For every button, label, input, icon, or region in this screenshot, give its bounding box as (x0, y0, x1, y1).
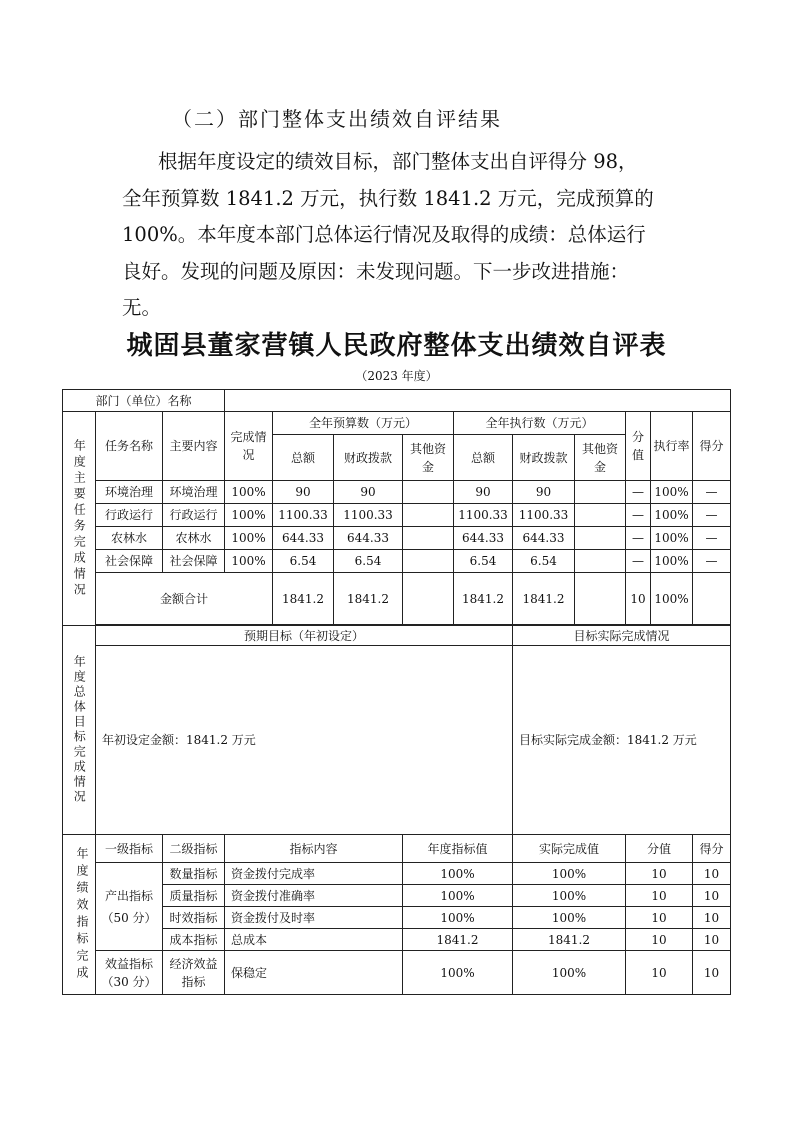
score: — (693, 550, 731, 573)
ind-val: 10 (626, 863, 693, 885)
sum-exec-other (575, 573, 626, 625)
table-row (63, 481, 731, 504)
summary-paragraph (122, 144, 682, 327)
summary-line: 无。 (122, 296, 162, 319)
header-budget-total: 总额 (273, 435, 334, 481)
task-name: 行政运行 (96, 504, 163, 527)
goal-expected-header: 预期目标（年初设定） (96, 626, 513, 646)
exec-rate: 100% (651, 504, 693, 527)
dept-value (225, 390, 731, 412)
ind-target: 100% (403, 907, 513, 929)
ind-header-score: 得分 (693, 835, 731, 863)
task-name: 环境治理 (96, 481, 163, 504)
task-content: 社会保障 (163, 550, 225, 573)
header-budget-other: 其他资金 (403, 435, 454, 481)
section-heading: （二）部门整体支出绩效自评结果 (172, 107, 502, 131)
exec-other (575, 527, 626, 550)
exec-other (575, 504, 626, 527)
exec-fiscal: 90 (513, 481, 575, 504)
indicator-row (63, 951, 731, 995)
ind-header-l2: 二级指标 (163, 835, 225, 863)
header-execution: 全年执行数（万元） (454, 412, 626, 435)
ind-content: 资金拨付准确率 (225, 885, 403, 907)
goal-actual-header: 目标实际完成情况 (513, 626, 731, 646)
header-exec-fiscal: 财政拨款 (513, 435, 575, 481)
ind-target: 100% (403, 885, 513, 907)
ind-score: 10 (693, 907, 731, 929)
ind-target: 100% (403, 951, 513, 995)
header-task-name: 任务名称 (96, 412, 163, 481)
task-name: 社会保障 (96, 550, 163, 573)
sum-score-value: 10 (626, 573, 651, 625)
budget-total: 1100.33 (273, 504, 334, 527)
dept-label: 部门（单位）名称 (63, 390, 225, 412)
exec-total: 90 (454, 481, 513, 504)
table-row (63, 550, 731, 573)
score-value: — (626, 527, 651, 550)
exec-fiscal: 1100.33 (513, 504, 575, 527)
task-done: 100% (225, 481, 273, 504)
score: — (693, 527, 731, 550)
ind-score: 10 (693, 863, 731, 885)
indicator-row (63, 863, 731, 885)
sum-score (693, 573, 731, 625)
ind-target: 100% (403, 863, 513, 885)
exec-total: 1100.33 (454, 504, 513, 527)
exec-fiscal: 644.33 (513, 527, 575, 550)
exec-rate: 100% (651, 481, 693, 504)
header-budget-fiscal: 财政拨款 (334, 435, 403, 481)
ind-actual: 100% (513, 951, 626, 995)
task-done: 100% (225, 527, 273, 550)
ind-val: 10 (626, 907, 693, 929)
ind-score: 10 (693, 885, 731, 907)
ind-val: 10 (626, 951, 693, 995)
score-value: — (626, 504, 651, 527)
exec-other (575, 481, 626, 504)
ind-l2: 数量指标 (163, 863, 225, 885)
header-score-value: 分值 (626, 412, 651, 481)
table-title: 城固县董家营镇人民政府整体支出绩效自评表 (126, 331, 667, 361)
table-row (63, 527, 731, 550)
ind-actual: 1841.2 (513, 929, 626, 951)
ind-l2: 经济效益 指标 (163, 951, 225, 995)
exec-rate: 100% (651, 550, 693, 573)
sum-exec-fiscal: 1841.2 (513, 573, 575, 625)
ind-score: 10 (693, 951, 731, 995)
sum-budget-other (403, 573, 454, 625)
task-done: 100% (225, 550, 273, 573)
budget-other (403, 550, 454, 573)
budget-fiscal: 6.54 (334, 550, 403, 573)
budget-total: 90 (273, 481, 334, 504)
ind-actual: 100% (513, 863, 626, 885)
task-content: 农林水 (163, 527, 225, 550)
benefit-indicator-label: 效益指标 （30 分） (96, 951, 163, 995)
summary-line: 良好。发现的问题及原因：未发现问题。下一步改进措施： (122, 259, 630, 283)
score: — (693, 481, 731, 504)
header-content: 主要内容 (163, 412, 225, 481)
section-indicators-label: 年度绩效指标完成 (63, 835, 96, 995)
sum-budget-total: 1841.2 (273, 573, 334, 625)
ind-actual: 100% (513, 907, 626, 929)
task-done: 100% (225, 504, 273, 527)
sum-budget-fiscal: 1841.2 (334, 573, 403, 625)
ind-header-l1: 一级指标 (96, 835, 163, 863)
score-value: — (626, 481, 651, 504)
indicator-row (63, 929, 731, 951)
budget-other (403, 481, 454, 504)
ind-actual: 100% (513, 885, 626, 907)
ind-header-actual: 实际完成值 (513, 835, 626, 863)
goal-actual: 目标实际完成金额：1841.2 万元 (513, 646, 731, 835)
indicator-row (63, 907, 731, 929)
ind-content: 资金拨付完成率 (225, 863, 403, 885)
ind-content: 资金拨付及时率 (225, 907, 403, 929)
ind-header-target: 年度指标值 (403, 835, 513, 863)
summary-line: 根据年度设定的绩效目标，部门整体支出自评得分 98， (158, 150, 638, 173)
header-exec-total: 总额 (454, 435, 513, 481)
section-goals-label: 年度总体目标完成情况 (63, 626, 96, 835)
ind-content: 保稳定 (225, 951, 403, 995)
score: — (693, 504, 731, 527)
ind-val: 10 (626, 929, 693, 951)
header-score: 得分 (693, 412, 731, 481)
exec-rate: 100% (651, 527, 693, 550)
budget-total: 6.54 (273, 550, 334, 573)
budget-other (403, 504, 454, 527)
exec-other (575, 550, 626, 573)
self-evaluation-table (62, 389, 730, 1005)
sum-label: 金额合计 (96, 573, 273, 625)
table-year: （2023 年度） (355, 369, 438, 383)
budget-fiscal: 644.33 (334, 527, 403, 550)
header-completion: 完成情况 (225, 412, 273, 481)
ind-score: 10 (693, 929, 731, 951)
ind-l2: 质量指标 (163, 885, 225, 907)
header-exec-other: 其他资金 (575, 435, 626, 481)
sum-row (63, 573, 731, 625)
output-indicator-label: 产出指标 （50 分） (96, 863, 163, 951)
sum-exec-total: 1841.2 (454, 573, 513, 625)
ind-l2: 成本指标 (163, 929, 225, 951)
header-budget: 全年预算数（万元） (273, 412, 454, 435)
task-name: 农林水 (96, 527, 163, 550)
header-exec-rate: 执行率 (651, 412, 693, 481)
task-content: 环境治理 (163, 481, 225, 504)
section-tasks-label: 年度主要任务完成情况 (63, 412, 96, 626)
score-value: — (626, 550, 651, 573)
ind-content: 总成本 (225, 929, 403, 951)
ind-l2: 时效指标 (163, 907, 225, 929)
budget-fiscal: 90 (334, 481, 403, 504)
ind-header-content: 指标内容 (225, 835, 403, 863)
ind-target: 1841.2 (403, 929, 513, 951)
ind-val: 10 (626, 885, 693, 907)
task-content: 行政运行 (163, 504, 225, 527)
exec-total: 644.33 (454, 527, 513, 550)
budget-fiscal: 1100.33 (334, 504, 403, 527)
exec-total: 6.54 (454, 550, 513, 573)
exec-fiscal: 6.54 (513, 550, 575, 573)
indicator-row (63, 885, 731, 907)
budget-total: 644.33 (273, 527, 334, 550)
ind-header-val: 分值 (626, 835, 693, 863)
sum-exec-rate: 100% (651, 573, 693, 625)
summary-line: 全年预算数 1841.2 万元，执行数 1841.2 万元，完成预算的 (122, 186, 654, 210)
budget-other (403, 527, 454, 550)
table-row (63, 504, 731, 527)
goal-expected: 年初设定金额：1841.2 万元 (96, 646, 513, 835)
summary-line: 100%。本年度本部门总体运行情况及取得的成绩：总体运行 (122, 223, 646, 246)
